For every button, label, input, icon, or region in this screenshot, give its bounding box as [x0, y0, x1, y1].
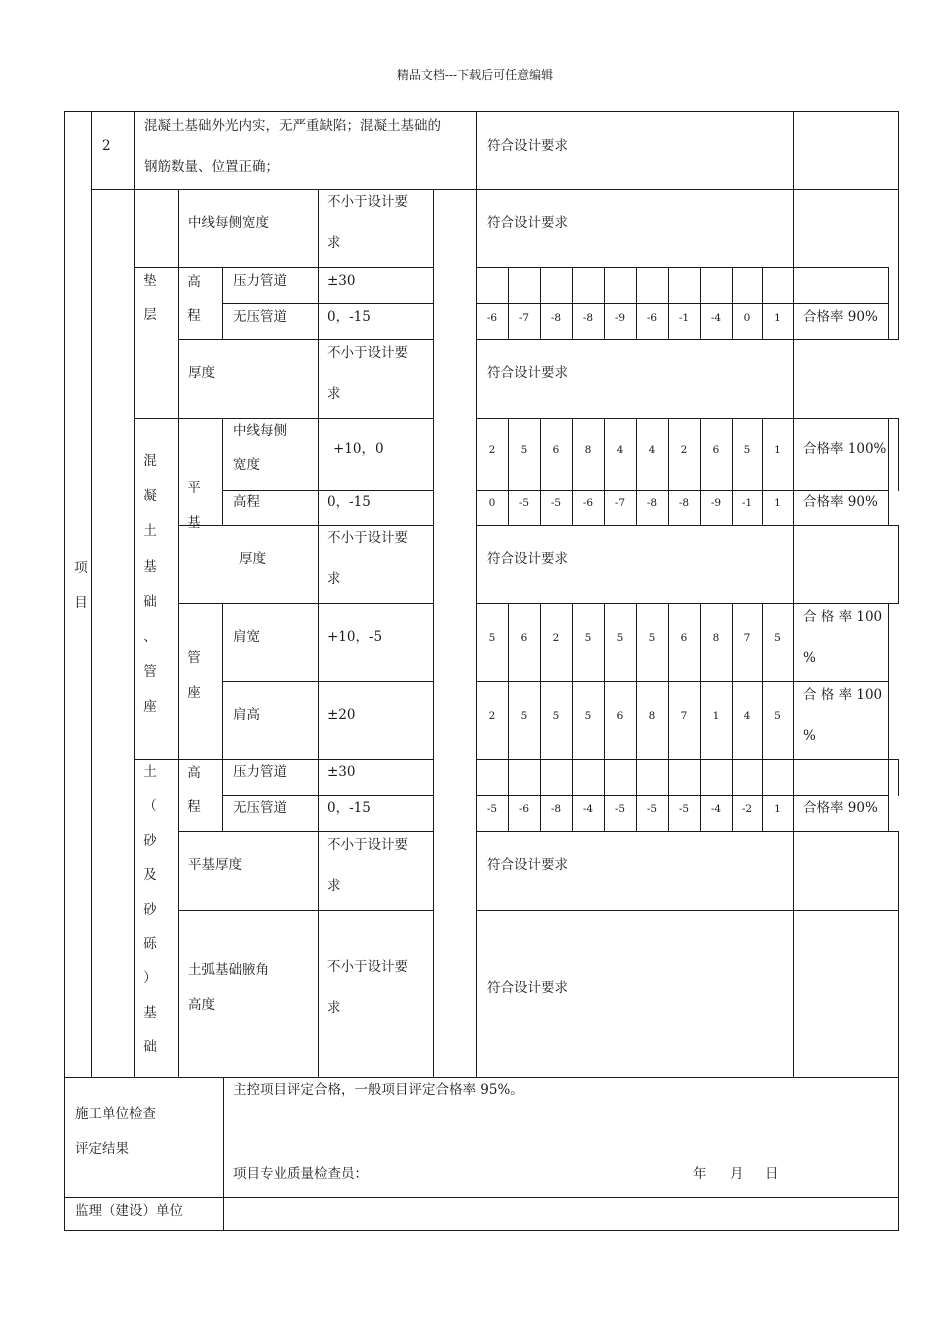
tolerance-text: 0，-15 — [327, 309, 371, 325]
grid-line — [178, 603, 434, 604]
grid-line — [732, 603, 733, 760]
measurement-value: 4 — [648, 444, 656, 456]
measurement-value: -4 — [582, 803, 594, 815]
grid-line — [508, 603, 509, 760]
date-month: 月 — [730, 1166, 744, 1182]
category-tu-sha-char: 砾 — [143, 936, 157, 952]
inspector-label: 项目专业质量检查员： — [233, 1166, 368, 1182]
measurement-value: -1 — [741, 497, 753, 509]
footer-label: 评定结果 — [75, 1141, 129, 1157]
measurement-value: 5 — [743, 444, 751, 456]
subcategory-elevation-char: 程 — [187, 799, 201, 815]
tolerance-text: 不小于设计要 — [327, 530, 408, 546]
measurement-value: -6 — [486, 312, 498, 324]
result-text: 符合设计要求 — [487, 215, 568, 231]
grid-line — [91, 111, 92, 1078]
subcategory-pingji-char: 基 — [187, 515, 201, 531]
grid-line — [888, 603, 889, 832]
grid-line — [222, 267, 223, 340]
cell-text: 肩宽 — [233, 629, 260, 645]
measurement-value: 6 — [712, 444, 720, 456]
measurement-value: -5 — [614, 803, 626, 815]
grid-line — [888, 418, 889, 526]
measurement-value: -4 — [710, 803, 722, 815]
page-header: 精品文档---下载后可任意编辑 — [396, 68, 554, 82]
category-tu-sha-char: 土 — [143, 764, 157, 780]
cell-text: 中线每侧宽度 — [188, 215, 269, 231]
measurement-value: 8 — [648, 710, 656, 722]
measurement-value: 6 — [552, 444, 560, 456]
measurement-value: -9 — [710, 497, 722, 509]
measurement-value: 1 — [774, 497, 781, 509]
grid-line — [508, 759, 509, 832]
measurement-value: 5 — [488, 632, 496, 644]
measurement-value: -5 — [486, 803, 498, 815]
grid-line — [898, 525, 899, 604]
evaluation-result: 主控项目评定合格，一般项目评定合格率 95%。 — [233, 1082, 524, 1098]
measurement-value: 8 — [584, 444, 592, 456]
grid-line — [762, 759, 763, 832]
measurement-value: -5 — [550, 497, 562, 509]
measurement-value: 5 — [774, 632, 781, 644]
measurement-value: 7 — [680, 710, 688, 722]
measurement-value: -8 — [550, 312, 562, 324]
subcategory-elevation-char: 高 — [187, 274, 201, 290]
grid-line — [540, 759, 541, 832]
pass-rate: 合格率 90% — [803, 309, 878, 325]
measurement-value: -8 — [550, 803, 562, 815]
subcategory-elevation-char: 高 — [187, 765, 201, 781]
grid-line — [64, 1230, 899, 1231]
measurement-value: 2 — [488, 444, 496, 456]
grid-line — [668, 759, 669, 832]
measurement-value: 5 — [616, 632, 624, 644]
measurement-value: 4 — [616, 444, 624, 456]
grid-line — [636, 418, 637, 526]
measurement-value: -2 — [741, 803, 753, 815]
measurement-value: 8 — [712, 632, 720, 644]
grid-line — [898, 831, 899, 1231]
category-tu-sha-char: 及 — [143, 867, 157, 884]
measurement-value: 2 — [680, 444, 688, 456]
tolerance-text: ±20 — [327, 707, 356, 723]
general-item-description: 钢筋数量、位置正确； — [144, 159, 279, 175]
subcategory-guanzuo-char: 管 — [187, 650, 201, 666]
grid-line — [64, 1077, 899, 1078]
measurement-value: 4 — [743, 710, 751, 722]
category-tu-sha-char: 砂 — [143, 901, 157, 918]
grid-line — [793, 111, 794, 1078]
tolerance-text: 0，-15 — [327, 494, 371, 510]
date-year: 年 — [693, 1166, 707, 1182]
tolerance-text: 0，-15 — [327, 800, 371, 816]
cell-text: 厚度 — [239, 551, 266, 567]
grid-line — [64, 1197, 899, 1198]
measurement-value: 5 — [552, 710, 560, 722]
measurement-value: 5 — [584, 632, 592, 644]
grid-line — [540, 418, 541, 526]
category-tu-sha-char: ） — [143, 970, 157, 987]
measurement-value: 5 — [774, 710, 781, 722]
footer-label: 施工单位检查 — [75, 1106, 156, 1122]
grid-line — [134, 111, 135, 1078]
pass-rate: % — [803, 650, 816, 666]
grid-line — [604, 759, 605, 832]
tolerance-text: 不小于设计要 — [327, 345, 408, 361]
category-tu-sha-char: 基 — [143, 1004, 157, 1021]
grid-line — [604, 267, 605, 340]
tolerance-text: ±30 — [327, 273, 356, 289]
measurement-value: -5 — [678, 803, 690, 815]
grid-line — [700, 267, 701, 340]
grid-line — [508, 267, 509, 340]
measurement-value: -5 — [646, 803, 658, 815]
cell-text: 无压管道 — [233, 800, 287, 816]
grid-line — [732, 418, 733, 526]
cell-text: 平基厚度 — [188, 857, 242, 873]
cell-text: 压力管道 — [233, 273, 287, 289]
grid-line — [476, 795, 889, 796]
grid-line — [668, 603, 669, 760]
tolerance-text: +10，-5 — [327, 629, 383, 645]
grid-line — [508, 418, 509, 526]
grid-line — [64, 111, 65, 1231]
cell-text: 肩高 — [233, 707, 260, 723]
category-tu-sha-char: 础 — [143, 1039, 157, 1056]
grid-line — [222, 490, 434, 491]
category-hunningtu-char: 座 — [143, 699, 157, 716]
grid-line — [762, 267, 763, 340]
grid-line — [318, 189, 319, 1078]
grid-line — [700, 759, 701, 832]
tolerance-text: 求 — [327, 571, 341, 587]
result-text: 符合设计要求 — [487, 980, 568, 996]
date-day: 日 — [765, 1166, 779, 1182]
grid-line — [572, 418, 573, 526]
cell-text: 土弧基础腋角 — [188, 962, 269, 978]
measurement-value: 5 — [584, 710, 592, 722]
measurement-value: 1 — [774, 312, 781, 324]
grid-line — [898, 418, 899, 491]
category-hunningtu-char: 、 — [143, 629, 157, 645]
grid-line — [222, 303, 434, 304]
grid-line — [433, 189, 434, 1078]
cell-text: 高程 — [233, 494, 260, 510]
cell-text: 压力管道 — [233, 764, 287, 780]
tolerance-text: 不小于设计要 — [327, 194, 408, 210]
grid-line — [636, 267, 637, 340]
grid-line — [762, 418, 763, 526]
grid-line — [222, 603, 223, 832]
grid-line — [223, 1077, 224, 1231]
grid-line — [222, 681, 434, 682]
tolerance-text: 求 — [327, 1000, 341, 1016]
measurement-value: 2 — [552, 632, 560, 644]
grid-line — [572, 603, 573, 760]
grid-line — [64, 111, 899, 112]
measurement-value: 1 — [712, 710, 720, 722]
measurement-value: -6 — [518, 803, 530, 815]
category-tu-sha-char: （ — [143, 798, 157, 815]
grid-line — [898, 111, 899, 340]
grid-line — [91, 189, 899, 190]
category-hunningtu-char: 混 — [143, 453, 157, 469]
pass-rate: 合格率 90% — [803, 800, 878, 816]
measurement-value: -4 — [710, 312, 722, 324]
result-text: 符合设计要求 — [487, 138, 568, 154]
measurement-value: 5 — [648, 632, 656, 644]
measurement-value: 5 — [520, 444, 528, 456]
grid-line — [476, 303, 889, 304]
grid-line — [178, 910, 434, 911]
grid-line — [476, 910, 899, 911]
category-tu-sha-char: 砂 — [143, 832, 157, 849]
measurement-value: 2 — [488, 710, 496, 722]
measurement-value: -8 — [582, 312, 594, 324]
result-text: 符合设计要求 — [487, 857, 568, 873]
subcategory-guanzuo-char: 座 — [187, 685, 201, 701]
grid-line — [222, 795, 434, 796]
grid-line — [636, 759, 637, 832]
measurement-value: -6 — [582, 497, 594, 509]
measurement-value: 5 — [520, 710, 528, 722]
measurement-value: 7 — [743, 632, 751, 644]
measurement-value: 0 — [488, 497, 496, 509]
section-label-char: 目 — [74, 595, 88, 611]
measurement-value: -8 — [678, 497, 690, 509]
tolerance-text: 不小于设计要 — [327, 837, 408, 853]
measurement-value: -6 — [646, 312, 658, 324]
measurement-value: -7 — [614, 497, 626, 509]
pass-rate: 合格率 100% — [803, 441, 887, 457]
result-text: 符合设计要求 — [487, 365, 568, 381]
grid-line — [700, 603, 701, 760]
measurement-value: 6 — [520, 632, 528, 644]
tolerance-text: 不小于设计要 — [327, 959, 408, 975]
measurement-value: 6 — [616, 710, 624, 722]
cell-text: 宽度 — [233, 457, 260, 473]
tolerance-text: 求 — [327, 235, 341, 251]
grid-line — [572, 267, 573, 340]
cell-text: 中线每侧 — [233, 423, 287, 439]
measurement-value: 1 — [774, 444, 781, 456]
tolerance-text: ±30 — [327, 764, 356, 780]
grid-line — [888, 267, 889, 340]
grid-line — [476, 267, 889, 268]
grid-line — [178, 189, 179, 1078]
grid-line — [134, 418, 434, 419]
grid-line — [222, 418, 223, 526]
section-label-char: 项 — [74, 560, 88, 576]
subcategory-elevation-char: 程 — [187, 308, 201, 324]
grid-line — [178, 831, 434, 832]
grid-line — [134, 267, 434, 268]
supervision-label: 监理（建设）单位 — [75, 1203, 183, 1219]
category-hunningtu-char: 管 — [143, 664, 157, 681]
grid-line — [134, 759, 434, 760]
grid-line — [178, 339, 434, 340]
grid-line — [572, 759, 573, 832]
tolerance-text: 求 — [327, 386, 341, 402]
grid-line — [540, 603, 541, 760]
tolerance-text: +10，0 — [333, 441, 384, 457]
grid-line — [604, 418, 605, 526]
category-hunningtu-char: 础 — [143, 593, 157, 610]
tolerance-text: 求 — [327, 878, 341, 894]
general-item-description: 混凝土基础外光内实，无严重缺陷；混凝土基础的 — [144, 118, 441, 134]
grid-line — [700, 418, 701, 526]
item-number: 2 — [102, 138, 111, 154]
category-hunningtu-char: 凝 — [143, 488, 157, 505]
grid-line — [668, 418, 669, 526]
measurement-value: 6 — [680, 632, 688, 644]
category-hunningtu-char: 基 — [143, 558, 157, 575]
pass-rate: 合 格 率 100 — [803, 609, 883, 625]
cell-text: 厚度 — [188, 365, 215, 381]
pass-rate: 合格率 90% — [803, 494, 878, 510]
grid-line — [476, 111, 477, 1078]
category-dianceng-char: 垫 — [143, 273, 157, 289]
subcategory-pingji-char: 平 — [187, 480, 201, 496]
grid-line — [732, 267, 733, 340]
cell-text: 高度 — [188, 997, 215, 1013]
cell-text: 无压管道 — [233, 309, 287, 325]
measurement-value: -8 — [646, 497, 658, 509]
grid-line — [762, 603, 763, 760]
category-dianceng-char: 层 — [143, 307, 157, 323]
result-text: 符合设计要求 — [487, 551, 568, 567]
grid-line — [732, 759, 733, 832]
measurement-value: 1 — [774, 803, 781, 815]
measurement-value: -9 — [614, 312, 626, 324]
grid-line — [476, 681, 889, 682]
measurement-value: -7 — [518, 312, 530, 324]
measurement-value: -5 — [518, 497, 530, 509]
grid-line — [636, 603, 637, 760]
grid-line — [898, 759, 899, 796]
category-hunningtu-char: 土 — [143, 523, 157, 540]
measurement-value: 0 — [743, 312, 751, 324]
grid-line — [476, 490, 889, 491]
grid-line — [178, 525, 434, 526]
grid-line — [540, 267, 541, 340]
pass-rate: 合 格 率 100 — [803, 687, 883, 703]
measurement-value: -1 — [678, 312, 690, 324]
grid-line — [604, 603, 605, 760]
grid-line — [668, 267, 669, 340]
pass-rate: % — [803, 728, 816, 744]
